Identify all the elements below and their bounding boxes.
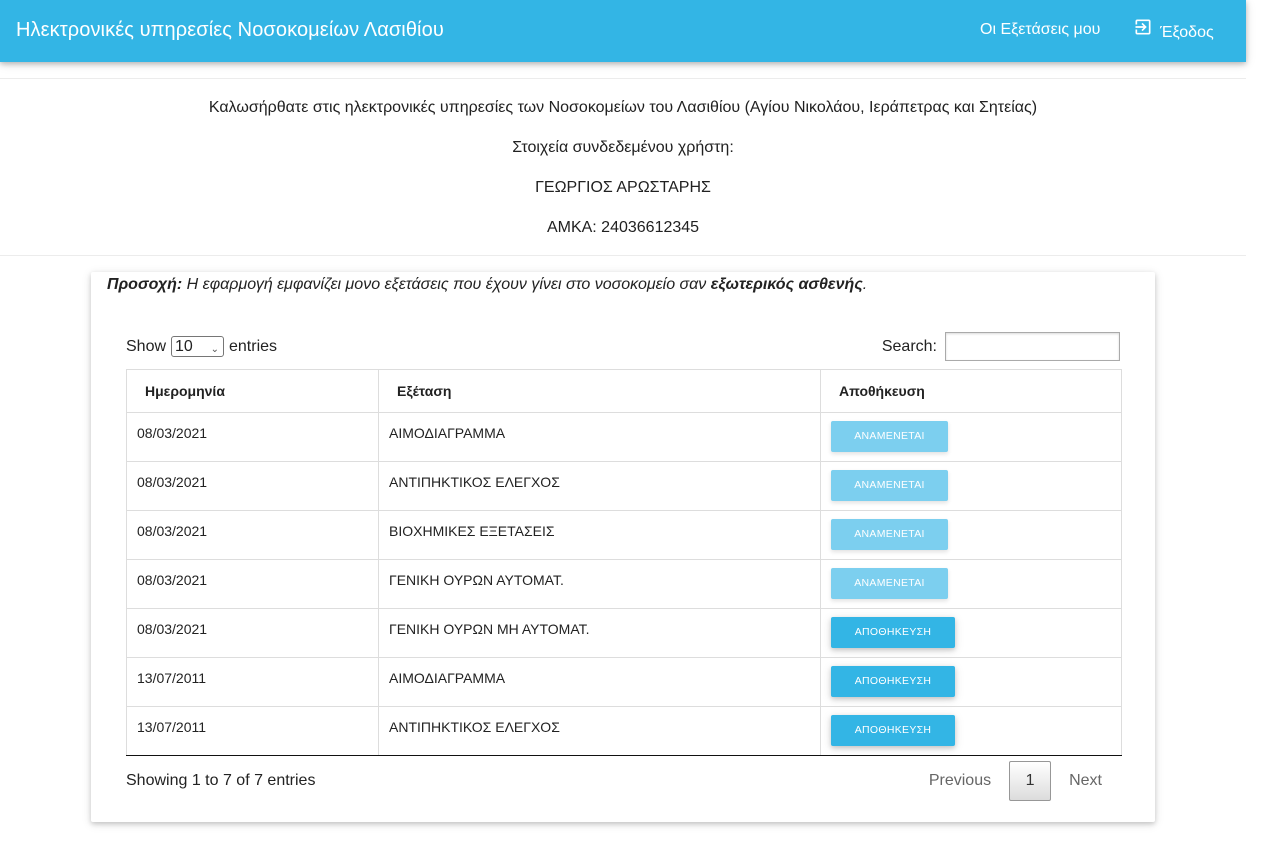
notice-label: Προσοχή: [107,276,183,293]
table-row [127,413,1122,462]
exam-date: 13/07/2011 [127,658,379,707]
top-navbar [0,0,1246,62]
notice-body: Η εφαρμογή εμφανίζει μονο εξετάσεις που έχουν γίνει στο νοσοκομείο σαν [182,276,711,293]
entries-select-value: 10 [175,338,193,355]
site-title[interactable]: Ηλεκτρονικές υπηρεσίες Νοσοκομείων Λασιθίου [16,19,444,41]
pending-button[interactable]: ΑΝΑΜΕΝΕΤΑΙ [831,568,948,599]
pending-button[interactable]: ΑΝΑΜΕΝΕΤΑΙ [831,470,948,501]
exam-date: 08/03/2021 [127,462,379,511]
exam-name: ΑΙΜΟΔΙΑΓΡΑΜΜΑ [379,658,821,707]
save-button[interactable]: ΑΠΟΘΗΚΕΥΣΗ [831,617,955,648]
logout-icon [1133,17,1153,37]
exam-name: ΑΙΜΟΔΙΑΓΡΑΜΜΑ [379,413,821,462]
exam-name: ΑΝΤΙΠΗΚΤΙΚΟΣ ΕΛΕΓΧΟΣ [379,462,821,511]
entries-label: entries [229,337,278,355]
exam-date: 08/03/2021 [127,511,379,560]
exam-name: ΒΙΟΧΗΜΙΚΕΣ ΕΞΕΤΑΣΕΙΣ [379,511,821,560]
save-cell [821,658,1122,707]
logout-label: Έξοδος [1160,24,1214,41]
logout-link[interactable] [1133,17,1214,42]
exam-name: ΓΕΝΙΚΗ ΟΥΡΩΝ ΜΗ ΑΥΤΟΜΑΤ. [379,609,821,658]
save-cell [821,413,1122,462]
save-cell [821,707,1122,756]
exam-date: 08/03/2021 [127,609,379,658]
previous-page-button[interactable]: Previous [928,772,992,789]
exam-name: ΑΝΤΙΠΗΚΤΙΚΟΣ ΕΛΕΓΧΟΣ [379,707,821,756]
exam-date: 08/03/2021 [127,413,379,462]
table-row [127,707,1122,756]
divider [0,255,1246,256]
chevron-down-icon: ⌄ [210,344,219,355]
exams-table [126,369,1122,756]
table-row [127,511,1122,560]
table-row [127,560,1122,609]
save-cell [821,609,1122,658]
next-page-button[interactable]: Next [1069,772,1102,789]
exams-card [91,272,1155,822]
search-input[interactable] [945,332,1120,361]
column-header-save[interactable]: Αποθήκευση [821,370,1122,413]
table-header-row [127,370,1122,413]
notice-text [107,276,867,294]
pending-button[interactable]: ΑΝΑΜΕΝΕΤΑΙ [831,519,948,550]
save-button[interactable]: ΑΠΟΘΗΚΕΥΣΗ [831,715,955,746]
page-1-button[interactable]: 1 [1009,761,1051,801]
search-label: Search: [881,337,937,355]
pending-button[interactable]: ΑΝΑΜΕΝΕΤΑΙ [831,421,948,452]
search-control [882,332,1120,361]
divider [0,78,1246,79]
exam-name: ΓΕΝΙΚΗ ΟΥΡΩΝ ΑΥΤΟΜΑΤ. [379,560,821,609]
table-info: Showing 1 to 7 of 7 entries [126,772,316,789]
save-button[interactable]: ΑΠΟΘΗΚΕΥΣΗ [831,666,955,697]
save-cell [821,511,1122,560]
pagination [911,761,1120,801]
table-row [127,658,1122,707]
exam-date: 08/03/2021 [127,560,379,609]
show-label: Show [126,337,167,355]
welcome-message: Καλωσήρθατε στις ηλεκτρονικές υπηρεσίες των Νοσοκομείων του Λασιθίου (Αγίου Νικολάου, Ιεράπετρας και Σητείας) [208,99,1038,116]
entries-select[interactable] [171,336,224,357]
exam-date: 13/07/2011 [127,707,379,756]
column-header-exam[interactable]: Εξέταση [379,370,821,413]
table-row [127,462,1122,511]
my-exams-link[interactable]: Οι Εξετάσεις μου [980,21,1101,38]
user-info-heading: Στοιχεία συνδεδεμένου χρήστη: [512,139,734,156]
user-amka: ΑΜΚΑ: 24036612345 [546,219,700,236]
save-cell [821,462,1122,511]
table-row [127,609,1122,658]
save-cell [821,560,1122,609]
notice-end: . [862,276,868,293]
user-name: ΓΕΩΡΓΙΟΣ ΑΡΩΣΤΑΡΗΣ [535,179,711,196]
entries-length-control [126,336,277,357]
column-header-date[interactable]: Ημερομηνία [127,370,379,413]
notice-emphasis: εξωτερικός ασθενής [710,276,863,293]
